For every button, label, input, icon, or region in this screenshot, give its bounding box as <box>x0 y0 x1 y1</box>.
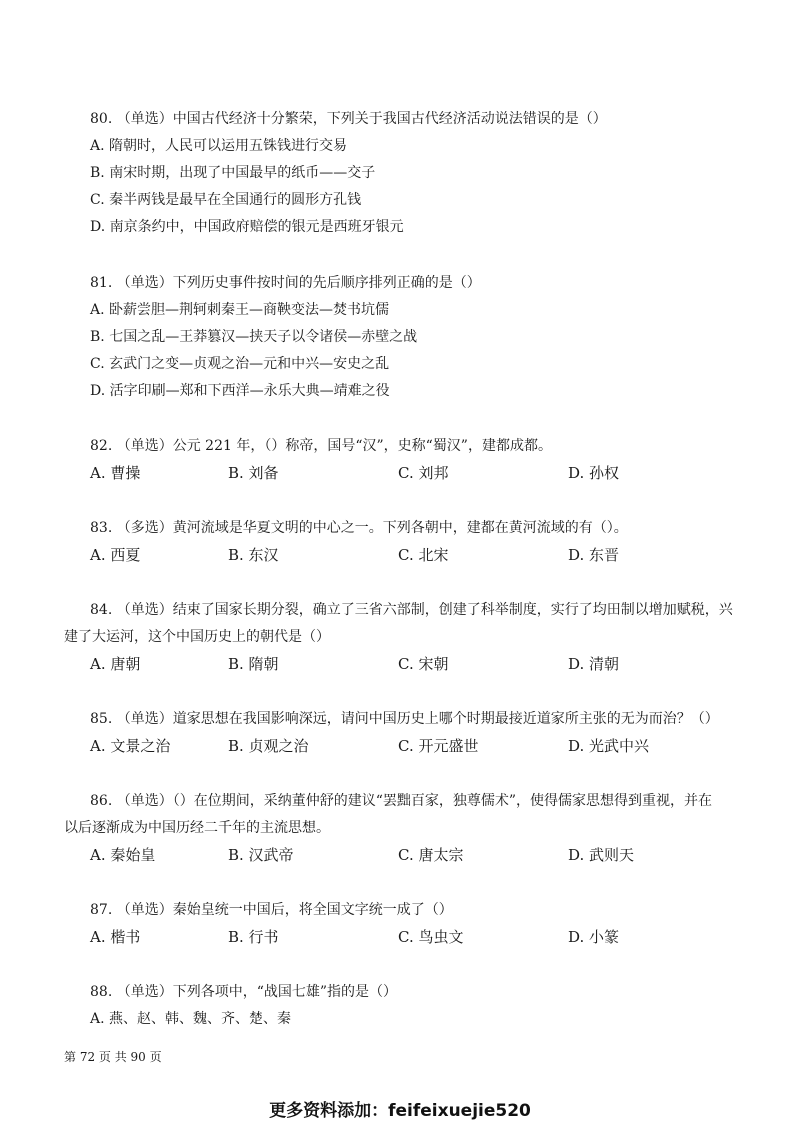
question-81-option-b: B. 七国之乱—王莽篡汉—挟天子以令诸侯—赤壁之战 <box>90 329 418 345</box>
question-86-stem-continued: 以后逐渐成为中国历经二千年的主流思想。 <box>64 820 330 836</box>
question-80-option-b: B. 南宋时期，出现了中国最早的纸币——交子 <box>90 165 376 181</box>
question-86-option-a: A. 秦始皇 <box>90 846 156 864</box>
question-86-option-d: D. 武则天 <box>568 846 635 864</box>
question-80-option-c: C. 秦半两钱是最早在全国通行的圆形方孔钱 <box>90 192 362 208</box>
question-83-option-b: B. 东汉 <box>228 546 279 564</box>
question-84-option-b: B. 隋朝 <box>228 655 279 673</box>
question-82-stem: 82. （单选）公元 221 年，（）称帝，国号“汉”，史称“蜀汉”，建都成都。 <box>90 438 552 454</box>
question-82-option-c: C. 刘邦 <box>398 464 449 482</box>
question-80-option-a: A. 隋朝时，人民可以运用五铢钱进行交易 <box>90 138 348 154</box>
question-82-option-b: B. 刘备 <box>228 464 279 482</box>
question-86-option-b: B. 汉武帝 <box>228 846 294 864</box>
question-85-option-d: D. 光武中兴 <box>568 737 650 755</box>
question-81-option-a: A. 卧薪尝胆—荆轲刺秦王—商鞅变法—焚书坑儒 <box>90 302 390 318</box>
question-83-option-c: C. 北宋 <box>398 546 449 564</box>
question-81-option-d: D. 活字印刷—郑和下西洋—永乐大典—靖难之役 <box>90 383 390 399</box>
question-80-option-d: D. 南京条约中，中国政府赔偿的银元是西班牙银元 <box>90 219 404 235</box>
question-85-stem: 85. （单选）道家思想在我国影响深远，请问中国历史上哪个时期最接近道家所主张的无为而治？（） <box>90 711 719 727</box>
watermark-text: 更多资料添加：feifeixuejie520 <box>269 1101 531 1121</box>
question-85-option-c: C. 开元盛世 <box>398 737 479 755</box>
question-86-option-c: C. 唐太宗 <box>398 846 464 864</box>
question-87-stem: 87. （单选）秦始皇统一中国后，将全国文字统一成了（） <box>90 902 453 918</box>
question-82-option-a: A. 曹操 <box>90 464 141 482</box>
question-88-stem: 88. （单选）下列各项中，“战国七雄”指的是（） <box>90 984 398 1000</box>
question-86-stem: 86. （单选）（）在位期间，采纳董仲舒的建议“罢黜百家，独尊儒术”，使得儒家思想得到重视，并在 <box>90 793 713 809</box>
question-81-stem: 81. （单选）下列历史事件按时间的先后顺序排列正确的是（） <box>90 275 481 291</box>
question-84-option-d: D. 清朝 <box>568 655 620 673</box>
question-81-option-c: C. 玄武门之变—贞观之治—元和中兴—安史之乱 <box>90 356 390 372</box>
question-84-stem: 84. （单选）结束了国家长期分裂，确立了三省六部制，创建了科举制度，实行了均田制以增加赋税，兴 <box>90 602 733 618</box>
question-85-option-b: B. 贞观之治 <box>228 737 309 755</box>
question-85-option-a: A. 文景之治 <box>90 737 171 755</box>
question-82-option-d: D. 孙权 <box>568 464 620 482</box>
question-84-stem-continued: 建了大运河，这个中国历史上的朝代是（） <box>64 629 330 645</box>
question-84-option-c: C. 宋朝 <box>398 655 449 673</box>
question-87-option-d: D. 小篆 <box>568 928 620 946</box>
question-88-option-a: A. 燕、赵、韩、魏、齐、楚、秦 <box>90 1011 292 1027</box>
question-87-option-c: C. 鸟虫文 <box>398 928 464 946</box>
question-87-option-a: A. 楷书 <box>90 928 141 946</box>
question-87-option-b: B. 行书 <box>228 928 279 946</box>
question-84-option-a: A. 唐朝 <box>90 655 141 673</box>
page-number: 第 72 页 共 90 页 <box>64 1050 162 1064</box>
question-83-option-d: D. 东晋 <box>568 546 620 564</box>
question-80-stem: 80. （单选）中国古代经济十分繁荣，下列关于我国古代经济活动说法错误的是（） <box>90 111 607 127</box>
question-83-stem: 83. （多选）黄河流域是华夏文明的中心之一。下列各朝中，建都在黄河流域的有（）。 <box>90 520 628 536</box>
question-83-option-a: A. 西夏 <box>90 546 141 564</box>
